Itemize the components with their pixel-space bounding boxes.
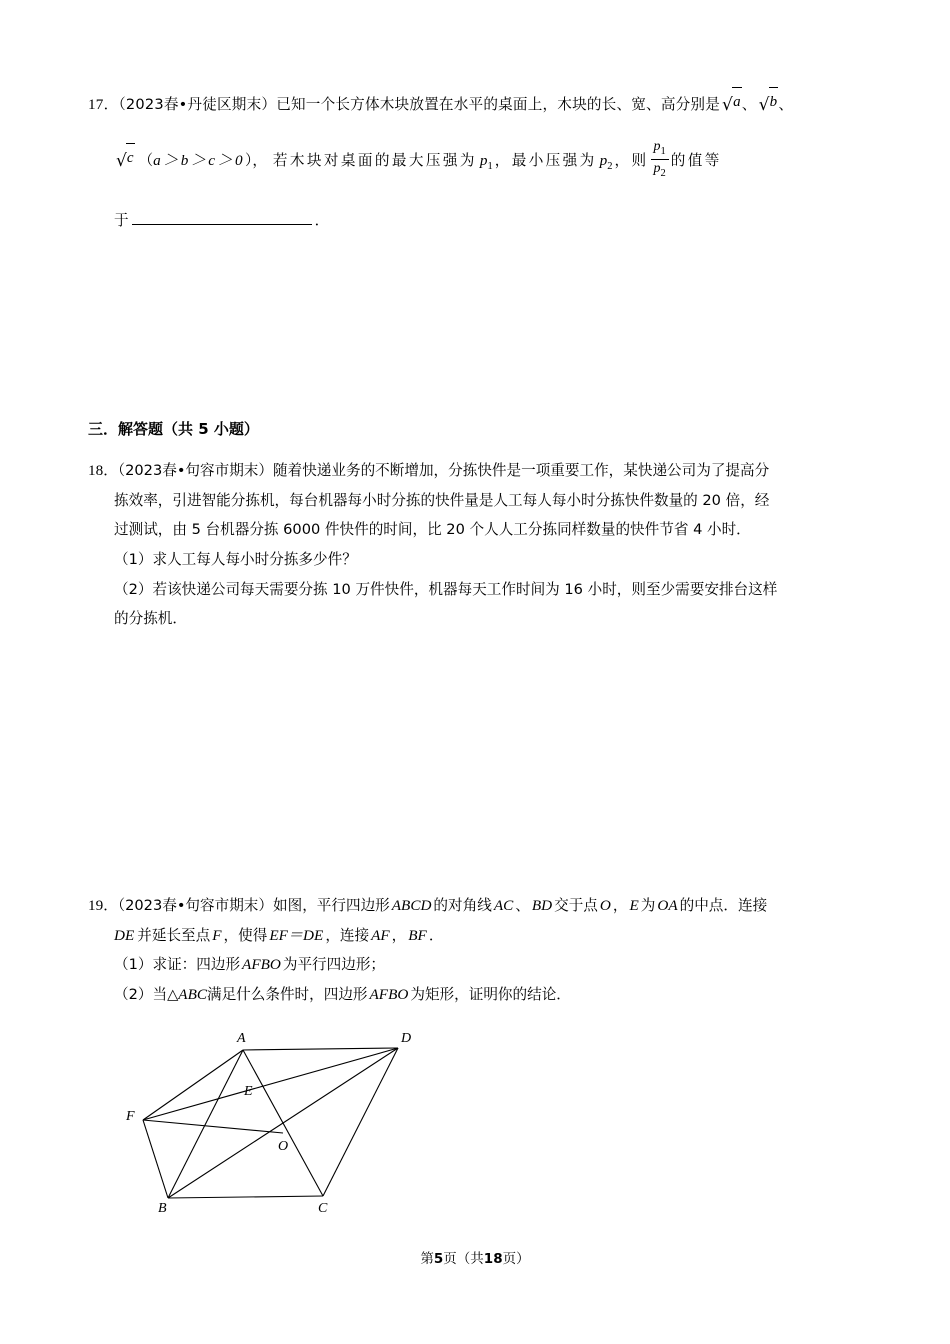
q18-sub-2 <box>88 575 878 605</box>
q19-text-1e: ， <box>612 897 628 914</box>
q17-sep-1: 、 <box>741 96 757 113</box>
q17-comma: ， <box>252 151 267 169</box>
q19-label-oa: OA <box>657 897 678 914</box>
q19-label-bd: BD <box>531 897 553 914</box>
q18-dot: ． <box>103 462 118 479</box>
segment-FO <box>143 1120 283 1133</box>
q17-sqrt-a <box>720 88 742 121</box>
page-footer <box>0 1247 950 1267</box>
q19-text-1g: 的中点．连接 <box>679 897 768 914</box>
q19-text-2d: ，连接 <box>325 926 370 944</box>
q17-line-1 <box>88 88 878 121</box>
q17-p2: p <box>599 151 608 169</box>
q19-text-1f: 为 <box>640 897 656 914</box>
q19-line-1 <box>88 891 878 921</box>
q17-p1-sub: 1 <box>487 161 493 173</box>
question-18 <box>88 456 878 634</box>
footer-total-pages: 18 <box>483 1251 503 1267</box>
q19-sub-1 <box>88 950 878 980</box>
q19-sub1-afbo: AFBO <box>242 956 281 974</box>
q17-text-1: 已知一个长方体木块放置在水平的桌面上，木块的长、宽、高分别是 <box>276 96 721 113</box>
q17-sqrt-c <box>114 144 135 177</box>
q17-text-3a: 于 <box>114 211 129 229</box>
segment-FB <box>143 1120 168 1198</box>
q19-text-1d: 交于点 <box>554 897 598 914</box>
q18-sub2-text: （2）若该快递公司每天需要分拣 10 万件快件，机器每天工作时间为 16 小时，则至少需要安排台这样 <box>114 580 778 598</box>
figure-label-F: F <box>126 1109 135 1124</box>
q18-line-1 <box>88 456 878 486</box>
q19-sub2-c: 为矩形，证明你的结论． <box>410 985 571 1003</box>
figure-svg <box>118 1028 448 1213</box>
q18-line-3 <box>88 515 878 545</box>
q17-fraction <box>651 139 669 180</box>
q17-text-2c: ，则 <box>614 151 649 169</box>
q17-sep-2: 、 <box>778 96 794 113</box>
segment-BA <box>168 1050 243 1198</box>
q19-text-2c: ，使得 <box>223 926 268 944</box>
q19-sub2-b: 满足什么条件时，四边形 <box>206 985 368 1003</box>
segment-DF <box>143 1048 398 1120</box>
q17-frac-top-sub: 1 <box>660 145 666 157</box>
q18-text-3: 过测试，由 5 台机器分拣 6000 件快件的时间，比 20 个人人工分拣同样数量的快件节省 4 小时． <box>114 521 751 539</box>
radical-sign-icon: √ <box>758 95 770 115</box>
q17-source: （2023春•丹徒区期末） <box>118 96 277 113</box>
q19-label-ac: AC <box>493 897 514 914</box>
q18-number: 18 <box>88 462 104 479</box>
segment-CB <box>168 1196 323 1198</box>
segment-BD <box>168 1048 398 1198</box>
q18-text-1: 随着快递业务的不断增加，分拣快件是一项重要工作，某快递公司为了提高分 <box>273 462 770 479</box>
q18-source: （2023春•句容市期末） <box>117 462 273 479</box>
q19-text-1a: 如图，平行四边形 <box>273 897 390 914</box>
section-heading: 三．解答题（共 5 小题） <box>88 420 259 438</box>
q19-label-de: DE <box>114 926 135 944</box>
q17-number: 17 <box>88 96 104 113</box>
q17-cond-body: a＞b＞c＞0 <box>153 151 246 169</box>
q17-radicand-b: b <box>769 87 779 117</box>
q17-radicand-a: a <box>732 87 742 117</box>
segment-AD <box>243 1048 398 1050</box>
q17-cond-open: （ <box>138 151 154 169</box>
figure-label-C: C <box>318 1201 328 1213</box>
q19-label-o: O <box>599 897 611 914</box>
q17-line-2 <box>88 141 878 182</box>
q19-label-bf: BF <box>408 926 427 944</box>
q17-frac-top-p: p <box>653 139 661 155</box>
q17-frac-denominator <box>651 160 669 180</box>
q18-text-2: 拣效率，引进智能分拣机，每台机器每小时分拣的快件量是人工每人每小时分拣快件数量的 20 倍，经 <box>114 491 770 509</box>
q17-text-2a: 若木块对桌面的最大压强为 <box>272 151 477 169</box>
q17-line-3 <box>88 206 878 236</box>
figure-label-E: E <box>244 1084 253 1099</box>
geometry-figure <box>118 1028 448 1213</box>
answer-blank[interactable] <box>132 210 312 225</box>
q19-text-2b: 并延长至点 <box>137 926 211 944</box>
question-17 <box>88 88 878 236</box>
q18-sub-2-cont <box>88 604 878 634</box>
question-19 <box>88 891 878 1010</box>
q19-label-abcd: ABCD <box>391 897 432 914</box>
q19-label-ef-eq-de: EF＝DE <box>269 926 324 944</box>
q17-radicand-c: c <box>126 143 135 173</box>
q17-text-2d: 的值等 <box>670 151 722 169</box>
q17-p2-sub: 2 <box>607 161 613 173</box>
figure-label-O: O <box>278 1139 289 1154</box>
footer-prefix: 第 <box>420 1251 434 1267</box>
q17-text-3b: ． <box>314 211 330 229</box>
figure-label-A: A <box>237 1031 246 1046</box>
q19-label-f: F <box>212 926 222 944</box>
q17-frac-bot-p: p <box>653 161 661 176</box>
q19-source: （2023春•句容市期末） <box>117 897 273 914</box>
q17-sqrt-b <box>757 88 779 121</box>
q18-line-2 <box>88 486 878 516</box>
q18-sub2-cont-text: 的分拣机． <box>114 610 187 628</box>
q17-text-2b: ，最小压强为 <box>494 151 597 169</box>
q19-line-2 <box>88 921 878 951</box>
footer-page-number: 5 <box>433 1251 444 1267</box>
q19-text-1c: 、 <box>515 897 530 914</box>
segment-DC <box>323 1048 398 1196</box>
q19-text-2e: ， <box>391 926 407 944</box>
footer-suffix: 页） <box>502 1251 530 1267</box>
q19-label-af: AF <box>371 926 390 944</box>
q19-number: 19 <box>88 897 104 914</box>
q19-text-1b: 的对角线 <box>433 897 492 914</box>
q19-sub2-a: （2）当△ <box>114 985 179 1003</box>
q17-p1: p <box>479 151 488 169</box>
radical-sign-icon: √ <box>722 95 734 115</box>
q19-sub1-b: 为平行四边形； <box>282 956 386 974</box>
q17-frac-numerator <box>651 139 669 160</box>
q19-sub2-afbo: AFBO <box>369 985 409 1003</box>
q19-sub-2 <box>88 980 878 1010</box>
q17-cond-close: ） <box>245 151 253 169</box>
q19-text-2f: ． <box>428 926 444 944</box>
q19-label-e: E <box>629 897 639 914</box>
segment-AF <box>143 1050 243 1120</box>
radical-sign-icon: √ <box>116 150 127 171</box>
q18-sub-1 <box>88 545 878 575</box>
q18-sub1-text: （1）求人工每人每小时分拣多少件？ <box>114 550 357 568</box>
figure-label-B: B <box>158 1201 167 1213</box>
q19-sub1-a: （1）求证：四边形 <box>114 956 241 974</box>
figure-label-D: D <box>401 1031 412 1046</box>
q19-dot: ． <box>103 897 118 914</box>
footer-mid: 页（共 <box>443 1251 484 1267</box>
q19-sub2-abc: ABC <box>178 985 207 1003</box>
q17-frac-bot-sub: 2 <box>660 167 666 179</box>
q17-dot: ． <box>103 96 119 113</box>
